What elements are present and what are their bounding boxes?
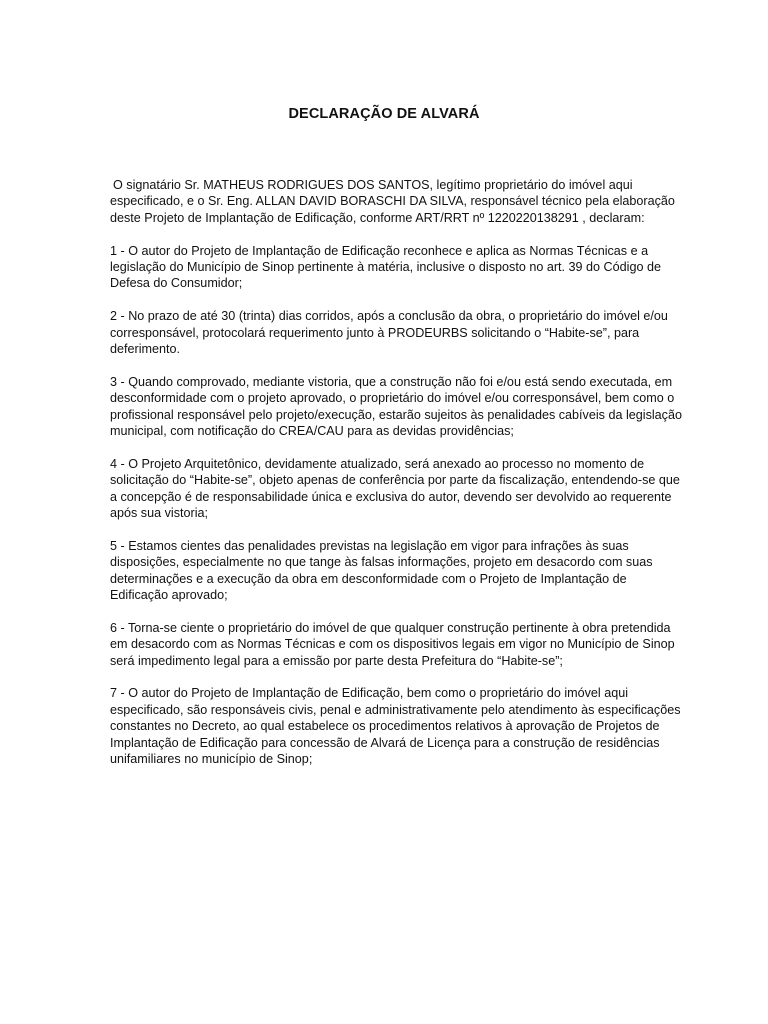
clause-paragraph: 3 - Quando comprovado, mediante vistoria, que a construção não foi e/ou está sendo executada, em desconformidade com o projeto aprovado, o proprietário do imóvel e/ou corresponsável, bem como o profissional responsável pelo projeto/execução, estarão sujeitos às penalidades cabíveis da legislação municipal, com notificação do CREA/CAU para as devidas providências; xyxy=(110,374,682,439)
document-title: DECLARAÇÃO DE ALVARÁ xyxy=(288,106,480,122)
clause-paragraph: 2 - No prazo de até 30 (trinta) dias corridos, após a conclusão da obra, o proprietário do imóvel e/ou corresponsável, protocolará requerimento junto à PRODEURBS solicitando o “Habite-se”, para deferimento. xyxy=(110,309,668,357)
clause-paragraph: 4 - O Projeto Arquitetônico, devidamente atualizado, será anexado ao processo no momento de solicitação do “Habite-se”, objeto apenas de conferência por parte da fiscalização, entendendo-se que a concepção é de responsabilidade única e exclusiva do autor, devendo ser devolvido ao requerente após sua vistoria; xyxy=(110,456,680,521)
clause-paragraph: 5 - Estamos cientes das penalidades previstas na legislação em vigor para infrações às suas disposições, especialmente no que tange às falsas informações, projeto em desacordo com suas determinações e a execução da obra em desconformidade com o Projeto de Implantação de Edificação aprovado; xyxy=(110,538,653,603)
clause-paragraph: 1 - O autor do Projeto de Implantação de Edificação reconhece e aplica as Normas Técnicas e a legislação do Município de Sinop pertinente à matéria, inclusive o disposto no art. 39 do Código de Defesa do Consumidor; xyxy=(110,243,661,291)
intro-paragraph: O signatário Sr. MATHEUS RODRIGUES DOS SANTOS, legítimo proprietário do imóvel aqui especificado, e o Sr. Eng. ALLAN DAVID BORASCHI DA SILVA, responsável técnico pela elaboração deste Projeto de Implantação de Edificação, conforme ART/RRT nº 1220220138291 , declaram: xyxy=(110,178,675,225)
document-body xyxy=(110,177,688,784)
clause-paragraph: 6 - Torna-se ciente o proprietário do imóvel de que qualquer construção pertinente à obra pretendida em desacordo com as Normas Técnicas e com os dispositivos legais em vigor no Município de Sinop será impedimento legal para a emissão por parte desta Prefeitura do “Habite-se”; xyxy=(110,620,675,668)
clause-paragraph: 7 - O autor do Projeto de Implantação de Edificação, bem como o proprietário do imóvel aqui especificado, são responsáveis civis, penal e administrativamente pelo atendimento às especificações constantes no Decreto, ao qual estabelece os procedimentos relativos à aprovação de Projetos de Implantação de Edificação para concessão de Alvará de Licença para a construção de residências unifamiliares no município de Sinop; xyxy=(110,686,681,767)
